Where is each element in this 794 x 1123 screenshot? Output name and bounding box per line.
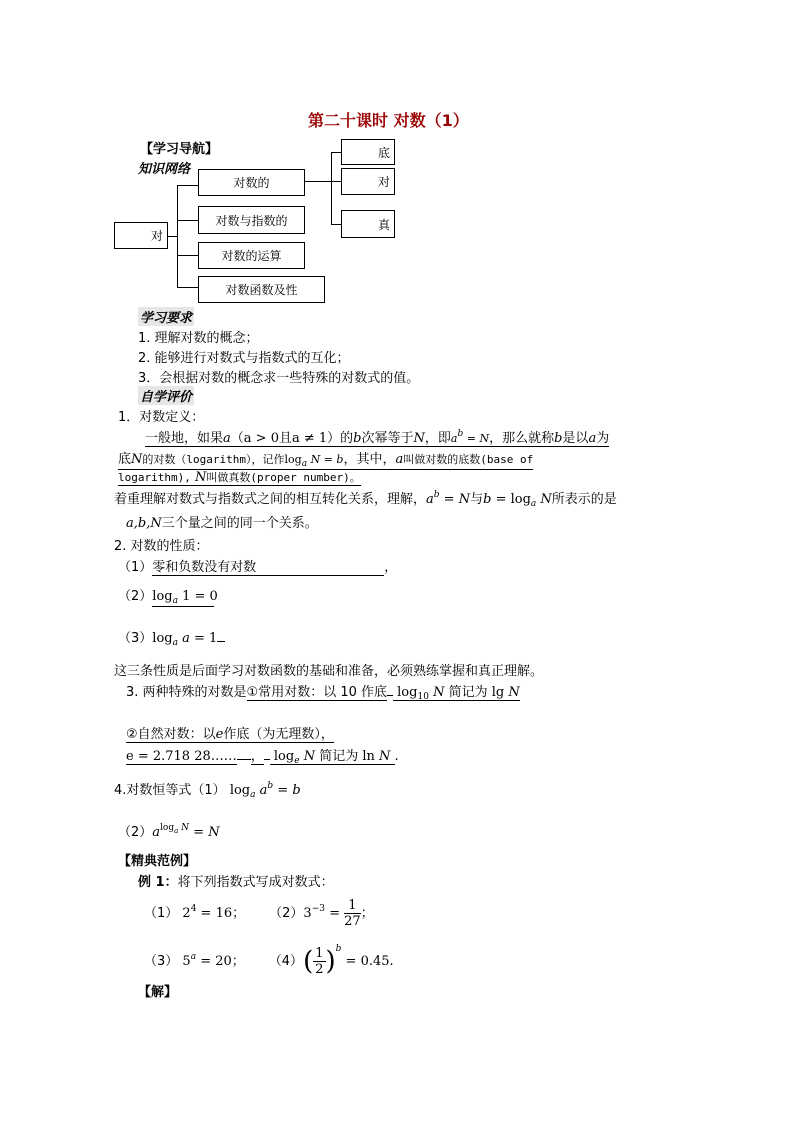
special-line-1: 3. 两种特殊的对数是①常用对数：以 10 作底 $\log_{10} N$ 简记为 lg N <box>126 685 520 702</box>
text: ， <box>384 560 398 575</box>
connector <box>177 185 199 186</box>
connector <box>177 255 199 256</box>
text: . <box>389 954 394 969</box>
requirements-heading: 学习要求 <box>138 307 194 326</box>
emphasis-line-1: 着重理解对数式与指数式之间的相互转化关系，理解，$a^b = N$与$b = \log_a N$所表示的是 <box>114 490 617 509</box>
property-2: $(2)\log_a$ 1 = 0 <box>118 589 218 606</box>
text: ，其中， <box>343 452 396 467</box>
example-1-heading <box>138 871 334 890</box>
connector <box>331 152 332 224</box>
special-line-2: ②自然对数：以e作底（为无理数）， <box>126 723 334 743</box>
condition-formula: a > 0且a ≠ 1 <box>243 431 328 446</box>
properties-heading: 2. 对数的性质： <box>114 539 209 554</box>
diagram-leaf-label: 对 <box>377 175 390 189</box>
text: e = 2.718 28…… <box>126 749 237 764</box>
page-title: 第二十课时 对数（1） <box>308 111 469 130</box>
diagram-leaf <box>341 168 395 195</box>
diagram-branch-label: 对数的运算 <box>221 249 282 263</box>
text: . <box>394 749 399 764</box>
text: （1） <box>118 560 153 575</box>
text: （2） <box>118 825 153 840</box>
examples-heading: 【精典范例】 <box>118 854 197 869</box>
property-3: $(3)\log_a$ a = 1 <box>118 627 225 648</box>
text: ； <box>231 954 245 969</box>
text: 叫做真数(proper number)。 <box>206 471 361 484</box>
definition-line-1: 一般地，如果a（a > 0且a ≠ 1）的b次幂等于N，即$a^b = N$，那么就称b是以a为 <box>145 429 610 446</box>
emphasis-line-2: a,b,N三个量之间的同一个关系。 <box>126 516 318 531</box>
text: 3. 两种特殊的对数是 <box>126 685 247 700</box>
text: 一般地，如果 <box>145 431 224 446</box>
text: logarithm), <box>118 471 191 484</box>
requirement-item: 2. 能够进行对数式与指数式的互化； <box>138 351 350 366</box>
example-1-row-1: （1） $2^4 = 16$； $(2)3^{-3}$ = $\frac{1}{27}$ ； <box>144 898 374 929</box>
text: 与 <box>470 492 484 507</box>
definition-heading: 1．对数定义： <box>118 410 205 425</box>
self-eval-heading: 自学评价 <box>138 386 194 405</box>
connector <box>305 181 332 182</box>
solution-label: 【解】 <box>138 985 178 1000</box>
diagram-root <box>114 222 168 249</box>
diagram-branch <box>198 206 305 234</box>
text: ，那么就称 <box>489 431 555 446</box>
text: 着重理解对数式与指数式之间的相互转化关系，理解， <box>114 492 427 507</box>
diagram-leaf-label: 真 <box>377 217 390 232</box>
requirement-item: 3．会根据对数的概念求一些特殊的对数式的值。 <box>138 371 420 386</box>
diagram-leaf <box>341 210 395 238</box>
text: （4） <box>268 954 304 969</box>
diagram-branch <box>198 242 305 269</box>
text: 例 1： <box>138 875 178 890</box>
example-1-row-2: （3） $5^a = 20$； （4）( $\frac{1}{2}$ )$^b$ = 0.45. <box>144 944 394 977</box>
text: 次幂等于 <box>361 431 414 446</box>
special-line-3: e = 2.718 28…… ， $\log_e N$ 简记为 ln N . <box>126 749 399 766</box>
text: 4.对数恒等式（1） <box>114 783 226 798</box>
diagram-branch-label: 对数的 <box>233 176 270 190</box>
text: ②自然对数：以 <box>126 727 216 742</box>
text: 叫做对数的底数(base of <box>403 453 534 466</box>
text: 简记为 <box>448 685 488 700</box>
text: （1） <box>144 906 179 921</box>
diagram-branch <box>198 276 325 303</box>
nav-heading: 【学习导航】 <box>140 142 219 157</box>
network-heading: 知识网络 <box>138 162 191 177</box>
text: 将下列指数式写成对数式： <box>177 875 334 890</box>
text: （ <box>230 431 244 446</box>
diagram-leaf-label: 底 <box>377 145 390 160</box>
connector <box>177 220 199 221</box>
connector <box>177 185 178 287</box>
diagram-branch-label: 对数函数及性 <box>225 283 298 297</box>
text: 简记为 <box>319 749 359 764</box>
text: 底 <box>118 452 132 467</box>
text: 是以 <box>562 431 589 446</box>
diagram-branch-label: 对数与指数的 <box>215 213 288 228</box>
property-1-text: 零和负数没有对数 <box>152 556 384 576</box>
text: ）的 <box>327 431 354 446</box>
diagram-leaf <box>341 139 395 165</box>
text: ，即 <box>424 431 451 446</box>
property-1 <box>118 556 397 576</box>
definition-line-2: 底N的对数（logarithm），记作$\log_a N = b$，其中，a叫做对数的底数(base of <box>118 448 533 470</box>
text: （3） <box>118 631 153 646</box>
diagram-root-label: 对 <box>150 229 163 243</box>
properties-summary: 这三条性质是后面学习对数函数的基础和准备，必须熟练掌握和真正理解。 <box>114 664 544 679</box>
connector <box>177 287 199 288</box>
text: （2） <box>118 589 153 604</box>
diagram-branch <box>198 169 305 196</box>
text: 为 <box>596 431 610 446</box>
text: 三个量之间的同一个关系。 <box>161 516 318 531</box>
text: ； <box>360 906 374 921</box>
text: ； <box>232 906 246 921</box>
text: （2） <box>269 906 304 921</box>
identity-line-2: $(2)a^{log_a N} = N$ <box>118 823 220 840</box>
text: ①常用对数：以 10 作底 <box>246 685 388 700</box>
text: 所表示的是 <box>551 492 617 507</box>
text: ， <box>250 749 264 764</box>
text: （3） <box>144 954 179 969</box>
text: 的对数（logarithm），记作 <box>142 453 285 466</box>
definition-line-3: logarithm), N叫做真数(proper number)。 <box>118 470 361 485</box>
requirement-item: 1. 理解对数的概念； <box>138 331 259 346</box>
identity-line-1: 4.对数恒等式（1） $\log_a a^b = b$ <box>114 781 301 800</box>
text: 作底（为无理数）， <box>223 727 334 742</box>
